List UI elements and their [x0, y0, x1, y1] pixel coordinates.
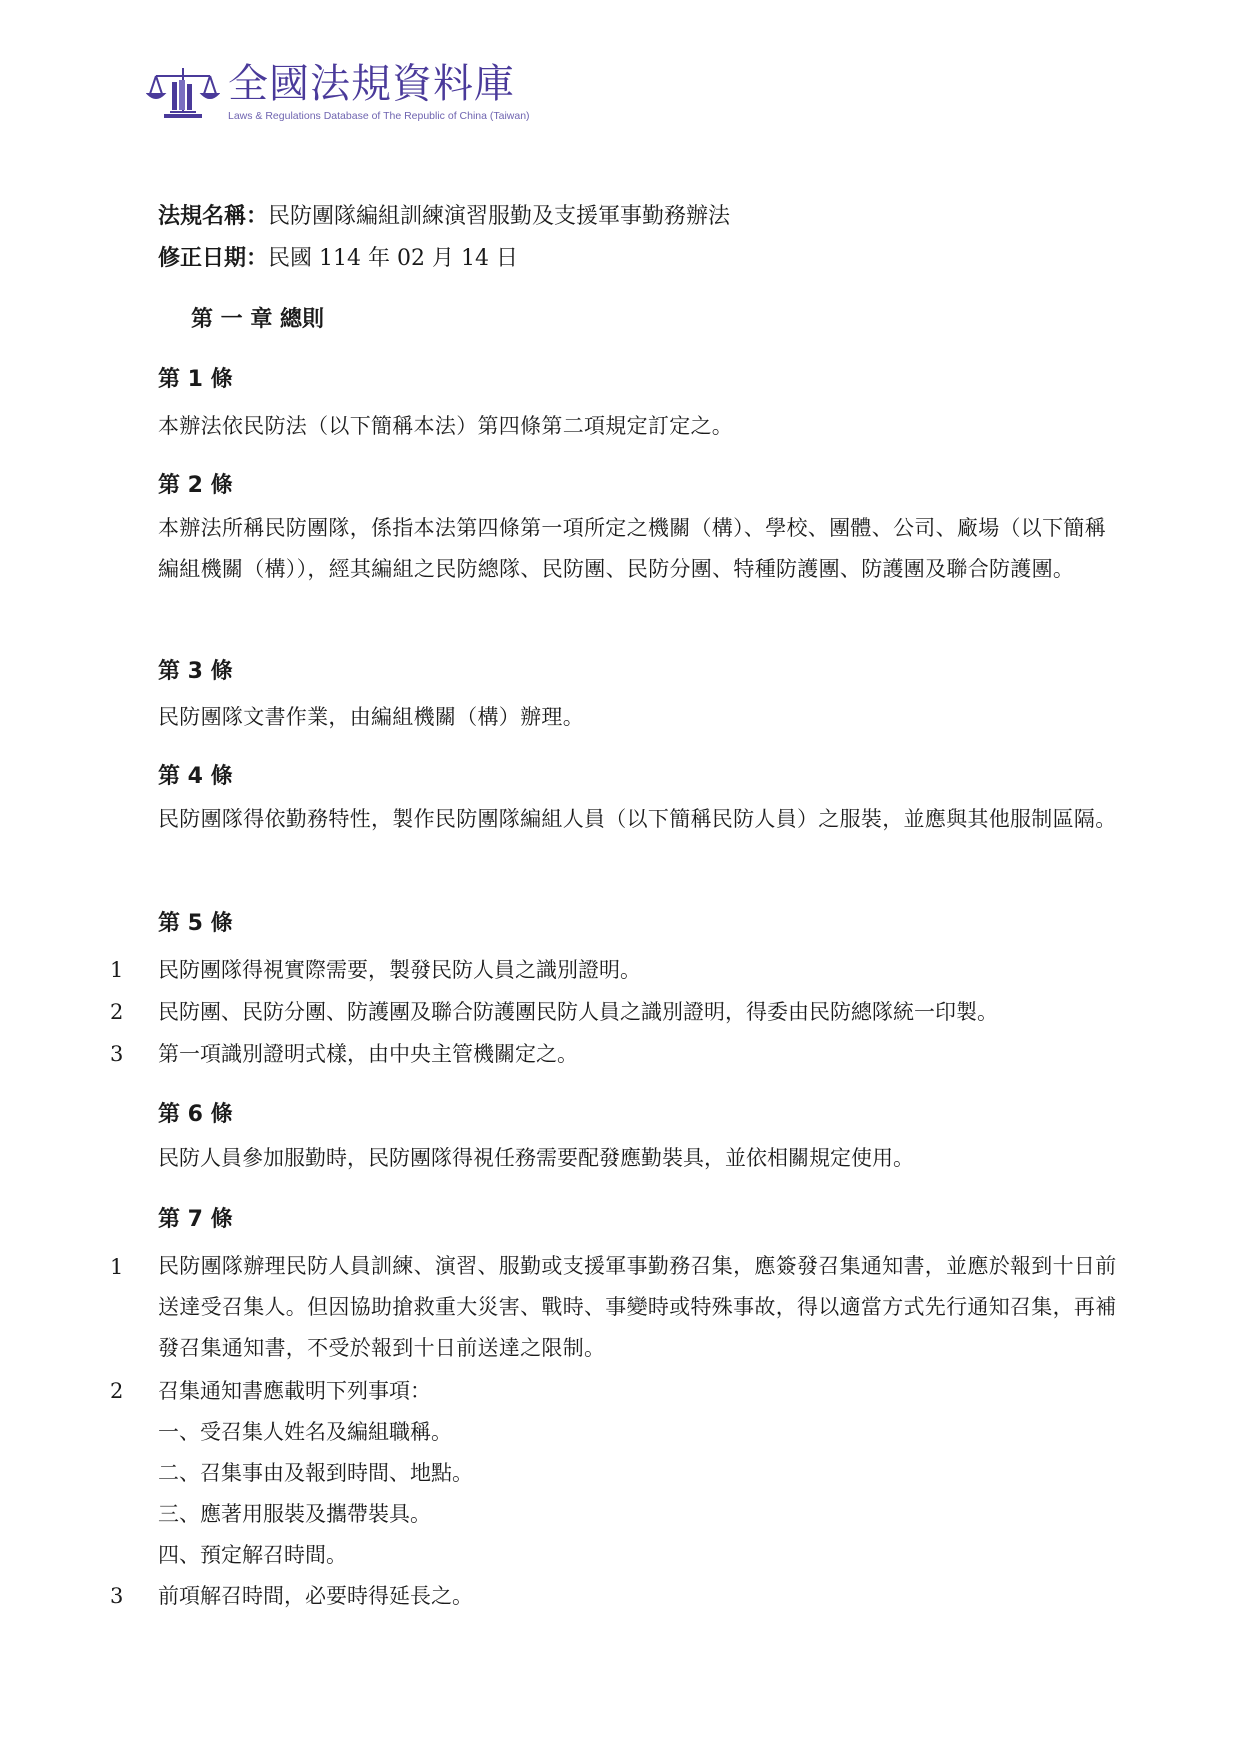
- paragraph-number: 1: [110, 958, 124, 982]
- paragraph-text: 民防團隊辦理民防人員訓練、演習、服勤或支援軍事勤務召集，應簽發召集通知書，並應於報到十日前送達受召集人。但因協助搶救重大災害、戰時、事變時或特殊事故，得以適當方式先行通知召集，再補發召集通知書，不受於報到十日前送達之限制。: [158, 1254, 1117, 1360]
- article-title: 第 1 條: [158, 367, 233, 392]
- article-text: 本辦法依民防法（以下簡稱本法）第四條第二項規定訂定之。: [158, 414, 734, 438]
- list-item: 二、召集事由及報到時間、地點。: [158, 1461, 473, 1485]
- list-item: 一、受召集人姓名及編組職稱。: [158, 1420, 452, 1444]
- article-title: 第 4 條: [158, 764, 233, 789]
- paragraph-number: 3: [110, 1042, 124, 1066]
- paragraph-text: 民防團、民防分團、防護團及聯合防護團民防人員之識別證明，得委由民防總隊統一印製。: [158, 1000, 998, 1024]
- article-title: 第 5 條: [158, 911, 233, 936]
- paragraph-number: 2: [110, 1379, 124, 1403]
- paragraph-number: 3: [110, 1584, 124, 1608]
- article-title: 第 2 條: [158, 473, 233, 498]
- logo-title: 全國法規資料庫: [228, 61, 515, 107]
- article-text: 民防團隊得依勤務特性，製作民防團隊編組人員（以下簡稱民防人員）之服裝，並應與其他服制區隔。: [158, 807, 1117, 831]
- amend-date-label: 修正日期：: [158, 246, 269, 271]
- paragraph-text: 召集通知書應載明下列事項：: [158, 1379, 431, 1403]
- article-text: 民防人員參加服勤時，民防團隊得視任務需要配發應勤裝具，並依相關規定使用。: [158, 1146, 914, 1170]
- chapter-heading: 第 一 章 總則: [191, 307, 324, 332]
- paragraph-text: 第一項識別證明式樣，由中央主管機關定之。: [158, 1042, 578, 1066]
- paragraph-number: 1: [110, 1255, 124, 1279]
- law-name-value: 民防團隊編組訓練演習服勤及支援軍事勤務辦法: [268, 204, 731, 229]
- article-text: 民防團隊文書作業，由編組機關（構）辦理。: [158, 705, 584, 729]
- article-title: 第 3 條: [158, 659, 233, 684]
- logo: [146, 58, 546, 128]
- article-text: 本辦法所稱民防團隊，係指本法第四條第一項所定之機關（構）、學校、團體、公司、廠場（以下簡稱編組機關（構）），經其編組之民防總隊、民防團、民防分團、特種防護團、防護團及聯合防護團。: [158, 516, 1106, 581]
- scales-of-justice-books-icon: [146, 62, 220, 122]
- law-name-label: 法規名稱：: [158, 204, 269, 229]
- article-title: 第 7 條: [158, 1207, 233, 1232]
- paragraph-text: 前項解召時間，必要時得延長之。: [158, 1584, 473, 1608]
- law-name-row: [158, 202, 730, 232]
- amend-date-row: [158, 244, 518, 274]
- paragraph-text: 民防團隊得視實際需要，製發民防人員之識別證明。: [158, 958, 641, 982]
- paragraph-number: 2: [110, 1000, 124, 1024]
- article-title: 第 6 條: [158, 1102, 233, 1127]
- logo-subtitle: Laws & Regulations Database of The Republic of China (Taiwan): [228, 110, 530, 122]
- list-item: 三、應著用服裝及攜帶裝具。: [158, 1502, 431, 1526]
- list-item: 四、預定解召時間。: [158, 1543, 347, 1567]
- amend-date-value: 民國 114 年 02 月 14 日: [268, 246, 518, 271]
